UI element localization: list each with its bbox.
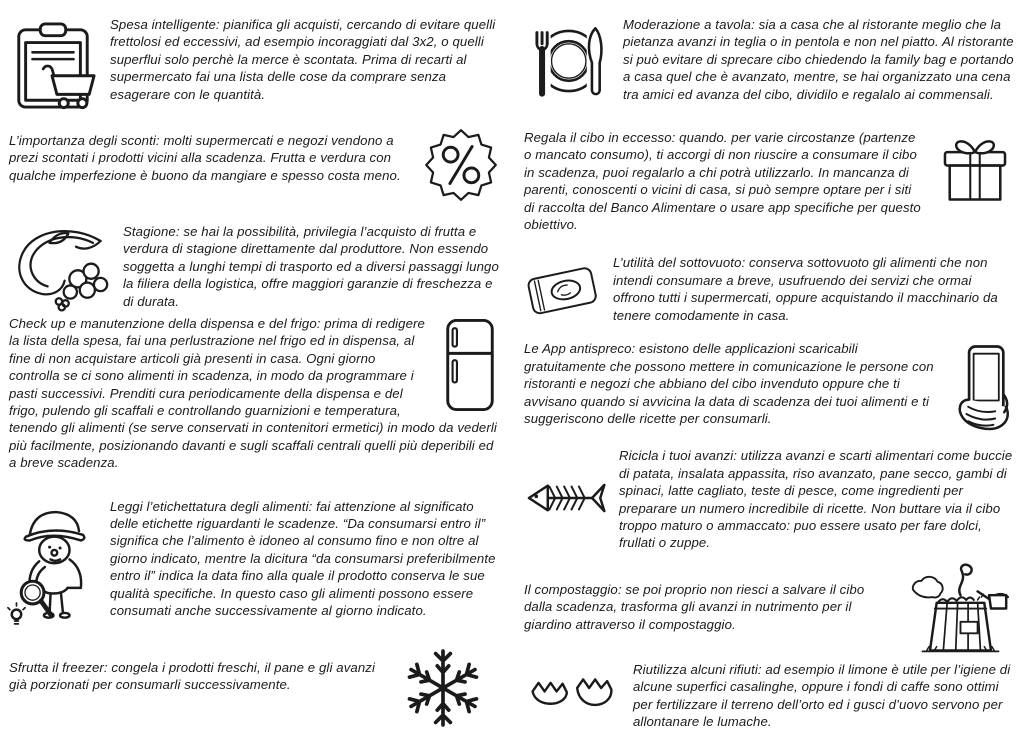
- tip-sottovuoto: [524, 254, 1015, 327]
- tip-text: Riutilizza alcuni rifiuti: ad esempio il limone è utile per l’igiene di alcune superfici casalinghe, oppure i fondi di caffe sono ottimi per fertilizzare il terreno dell’orto ed i gusci d’uovo servono per allontanare le lumache.: [633, 661, 1011, 730]
- vacuum-bag-icon: [524, 255, 600, 325]
- left-column: [9, 16, 500, 737]
- tip-regala-cibo: [524, 129, 1015, 233]
- tip-riutilizza-rifiuti: [524, 661, 1015, 731]
- tip-text: L’importanza degli sconti: molti supermercati e negozi vendono a prezi scontati i prodotti vicini alla scadenza. Frutta e verdura con qualche imperfezione è buono da mangiare e spesso costa meno.: [9, 133, 401, 183]
- tip-text: Ricicla i tuoi avanzi: utilizza avanzi e scarti alimentari come buccie di patata, insalata appassita, riso avanzato, pane secco, gambi di spinaci, latte cagliato, teste di pesce, come ingredienti per preparare un numero incredibile di ricette. Non buttare via il cibo troppo maturo o ammaccato: puo essere usato per fare dolci, frullati o zuppe.: [619, 448, 1013, 551]
- detective-icon: [7, 499, 97, 635]
- tip-sfrutta-freezer: [9, 659, 500, 737]
- tip-moderazione-tavola: [524, 16, 1015, 107]
- tip-check-up-dispensa-frigo: [9, 315, 500, 472]
- tip-stagione: [9, 223, 500, 315]
- tip-ricicla-avanzi: [524, 447, 1015, 551]
- snowflake-icon: [402, 641, 484, 735]
- clipboard-cart-icon: [9, 17, 97, 115]
- tip-text: Moderazione a tavola: sia a casa che al ristorante meglio che la pietanza avanzi in teglia o in pentola e non nel piatto. Al ristorante si può evitare di sprecare cibo chiedendo la family bag e portando a casa quel che è avanzato, mentre, se hai organizzato una cena tra amici ed avanza del cibo, dividilo e regalalo ai commensali.: [623, 17, 1014, 102]
- tip-text: Regala il cibo in eccesso: quando. per varie circostanze (partenze o mancato consumo), ti accorgi di non riuscire a consumare il cibo in scadenza, puoi regalarlo a chi potrà utilizzarlo. In mancanza di parenti, conoscenti o vicini di casa, si può sempre optare per i siti di raccolta del Banco Alimentare o usare app specifiche per questo obiettivo.: [524, 130, 921, 233]
- percent-badge-icon: [422, 128, 500, 202]
- tip-text: Il compostaggio: se poi proprio non riesci a salvare il cibo dalla scadenza, trasforma gli avanzi in nutrimento per il giardino attraverso il compostaggio.: [524, 581, 865, 632]
- tip-spesa-intelligente: [9, 16, 500, 117]
- hand-smartphone-icon: [952, 341, 1015, 433]
- tip-etichettatura: [9, 498, 500, 637]
- tip-text: Spesa intelligente: pianifica gli acquisti, cercando di evitare quelli frettolosi ed eccessivi, ad esempio incoraggiati dal 3x2, o quelli superflui solo perchè la merce è scontata. Prima di recarti al supermercato fai una lista delle cose da comprare senza esagerare con le quantità.: [110, 17, 496, 102]
- cornucopia-icon: [6, 221, 110, 313]
- tip-compostaggio: [524, 581, 1015, 661]
- tip-text: Stagione: se hai la possibilità, privilegia l’acquisto di frutta e verdura di stagione direttamente dal produttore. Non essendo soggetta a lunghi tempi di trasporto ed a diversi passaggi lungo la filiera della logistica, offre maggiori garanzie di freschezza e di durata.: [123, 224, 499, 309]
- tip-text: Leggi l’etichettatura degli alimenti: fai attenzione al significato delle etichette riguardanti le scadenze. “Da consumarsi entro il” significa che l’alimento è idoneo al consumo fino e non oltre al giorno indicato, mentre la dicitura “da consumarsi preferibilmente entro il” indica la data fino alla quale il prodotto conserva le sue qualità specifiche. In questo caso gli alimenti possono essere consumati anche successivamente al giorno indicato.: [110, 498, 496, 619]
- fridge-icon: [440, 316, 500, 414]
- gift-icon: [935, 130, 1015, 209]
- fishbone-icon: [524, 460, 606, 536]
- right-column: [524, 16, 1015, 737]
- eggshells-icon: [524, 664, 620, 724]
- tip-text: L’utilità del sottovuoto: conserva sottovuoto gli alimenti che non intendi consumare a breve, usufruendo dei servizi che ormai offrono tutti i supermercati, oppure acquistando il macchinario da tenere comodamente in casa.: [613, 255, 998, 323]
- tip-text: Sfrutta il freezer: congela i prodotti freschi, il pane e gli avanzi già porzionati per consumarli successivamente.: [9, 659, 375, 693]
- tip-text: Check up e manutenzione della dispensa e del frigo: prima di redigere la lista della spesa, fai una perlustrazione nel frigo ed in dispensa, al fine di non acquistare articoli già presenti in casa. Ogni giorno controlla se ci sono alimenti in scadenza, in modo da programmare i pasti successivi. Prenditi cura periodicamente della dispensa e del frigo, pulendo gli scaffali e controllando guarnizioni e temperatura, tenendo gli alimenti (se serve conservati in contenitori ermetici) in modo da vederli più facilmente, posizionando davanti e sugli scaffali centrali quelli più deperibili ed a breve scadenza.: [9, 316, 497, 471]
- tip-text: Le App antispreco: esistono delle applicazioni scaricabili gratuitamente che possono mettere in comunicazione le persone con ristoranti e negozi che abbiano del cibo invenduto oppure che ti avvisano quando si avvicina la data di scadenza dei tuoi alimenti e ti suggeriscono delle ricette per consumarli.: [524, 341, 934, 427]
- tip-app-antispreco: [524, 340, 1015, 435]
- plate-cutlery-icon: [524, 17, 610, 105]
- tip-importanza-sconti: [9, 132, 500, 204]
- composter-icon: [905, 559, 1015, 659]
